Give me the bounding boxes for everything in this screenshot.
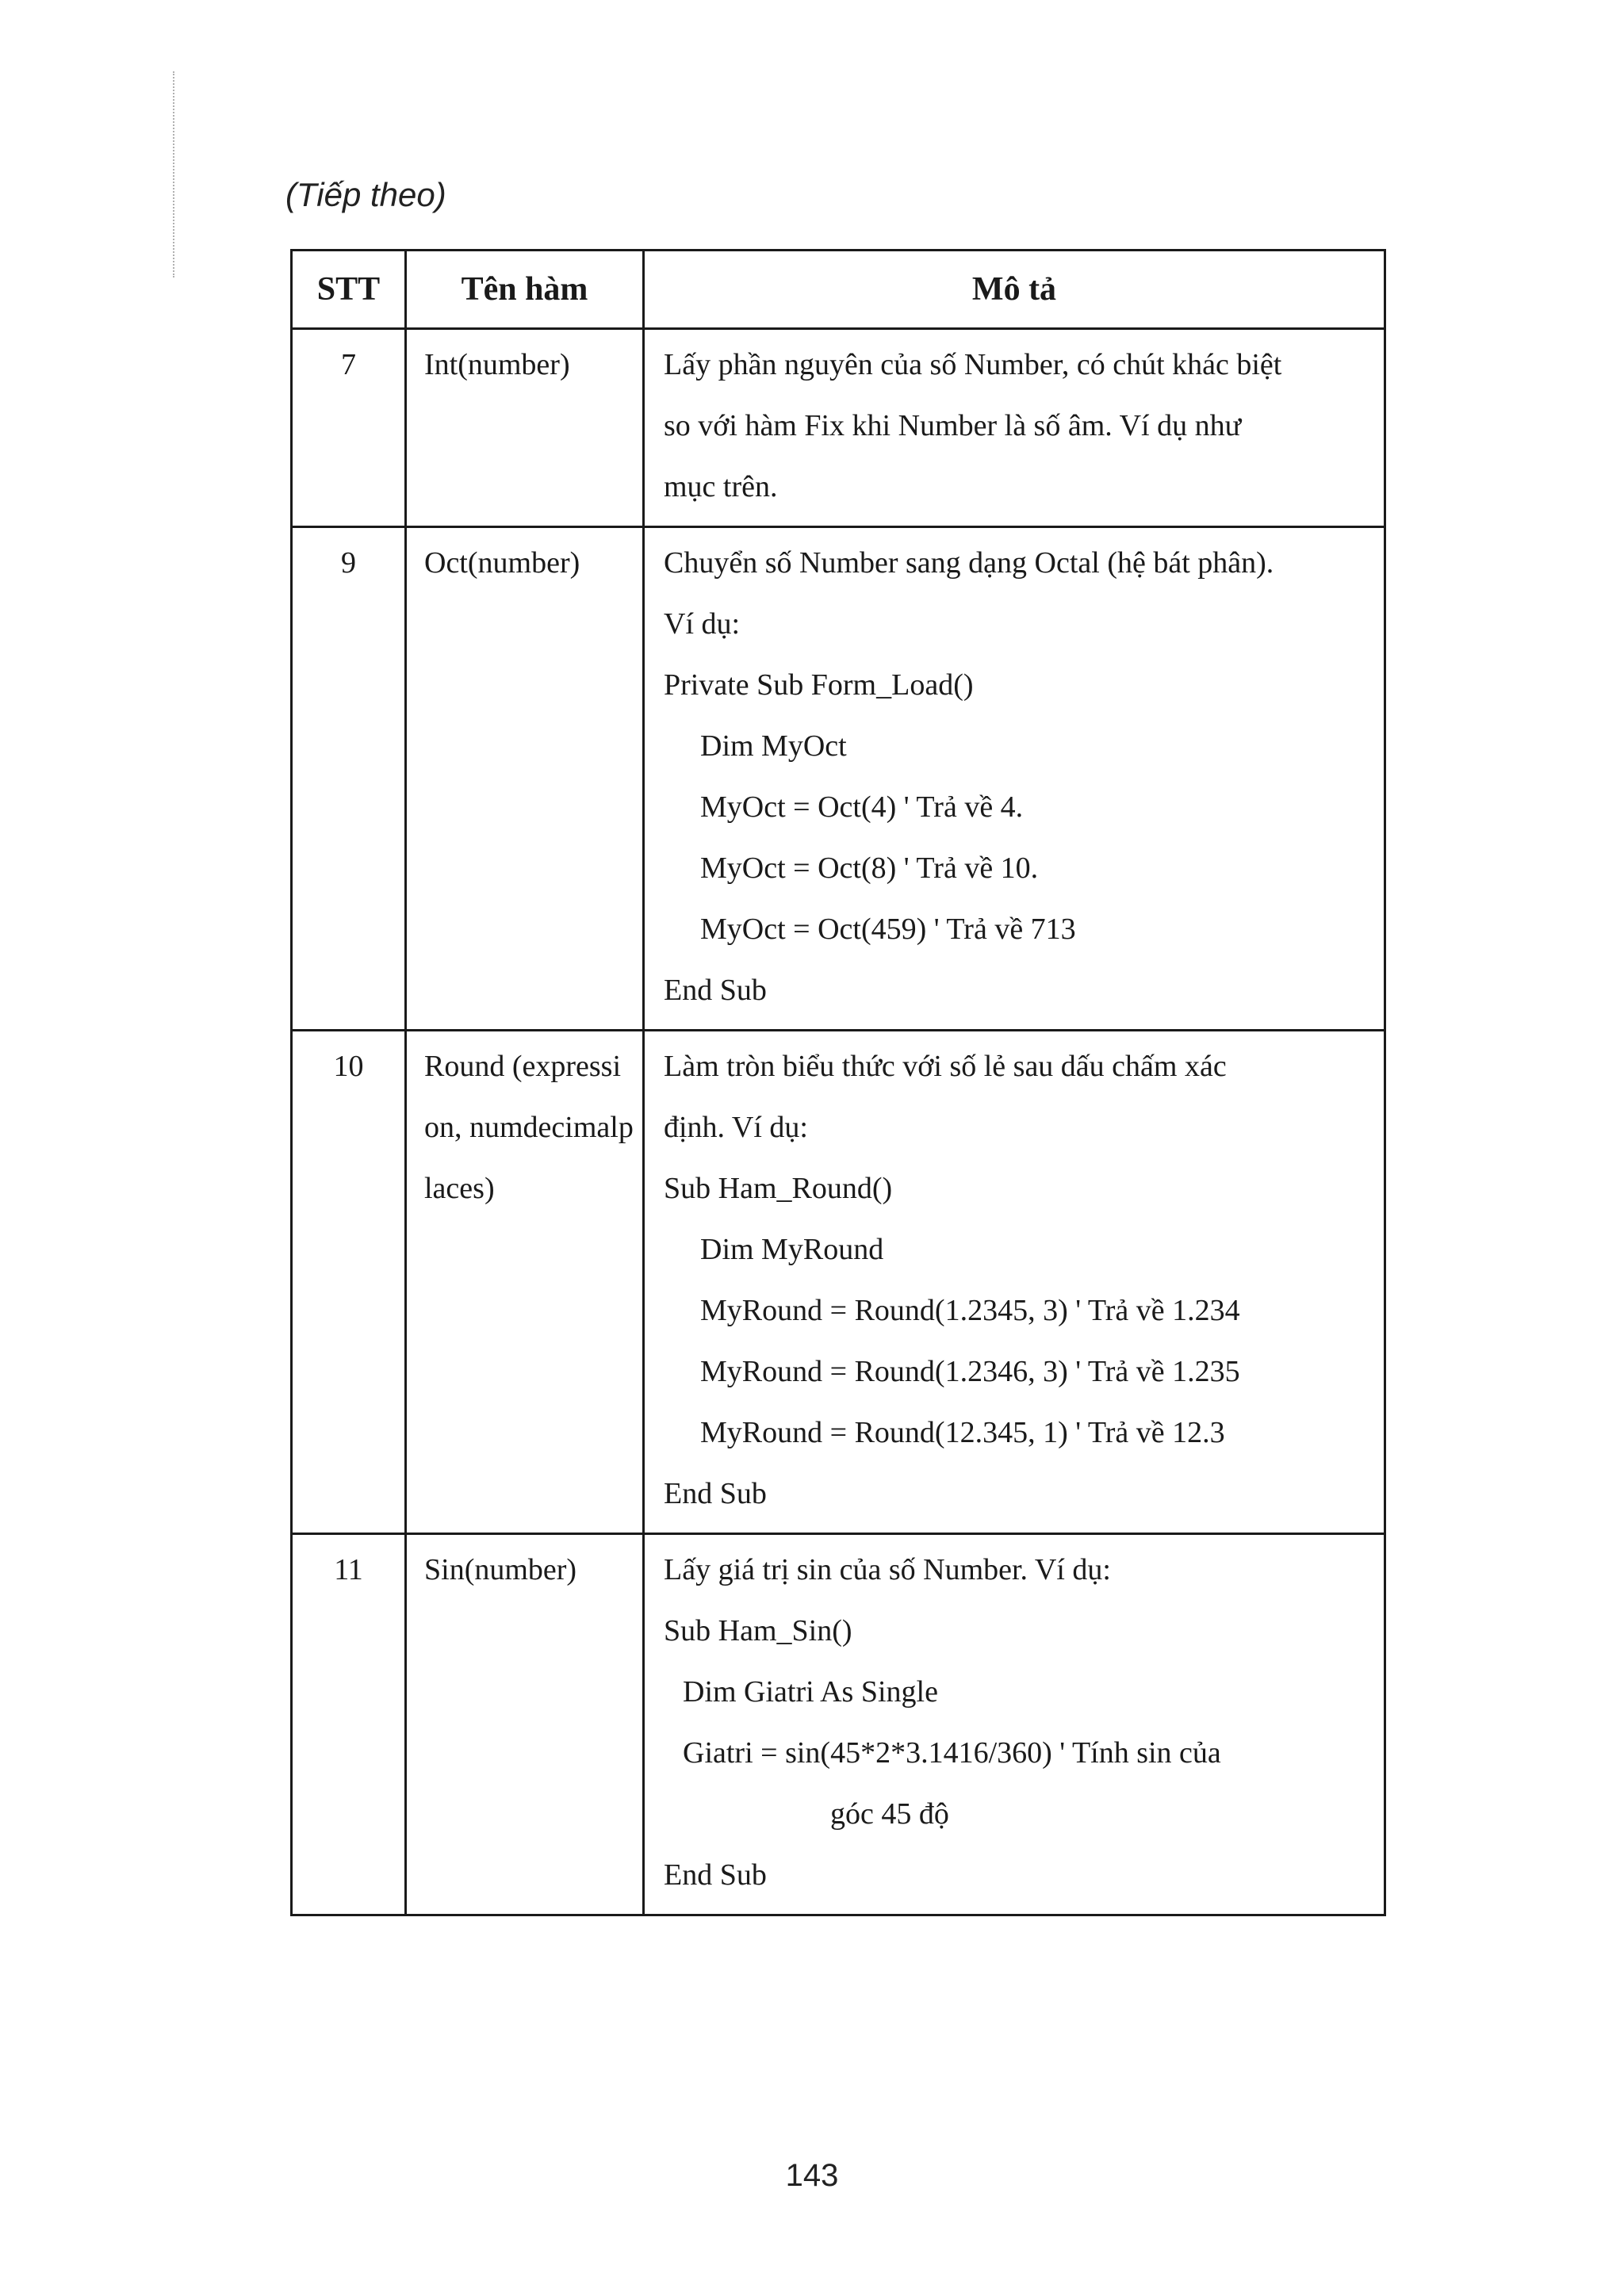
row-stt: 9 xyxy=(292,527,406,1031)
row-description xyxy=(644,527,1385,1031)
page-number: 143 xyxy=(785,2158,839,2193)
continued-label: (Tiếp theo) xyxy=(285,176,446,213)
description-line: so với hàm Fix khi Number là số âm. Ví dụ như xyxy=(664,409,1242,442)
code-line: MyOct = Oct(459) ' Trả về 713 xyxy=(700,913,1076,946)
row-stt: 7 xyxy=(292,329,406,527)
code-line: Dim MyRound xyxy=(700,1233,884,1266)
table-row xyxy=(292,527,1385,1031)
description-line: Chuyển số Number sang dạng Octal (hệ bát phân). xyxy=(664,546,1274,580)
description-line: định. Ví dụ: xyxy=(664,1111,808,1144)
scan-edge-marks xyxy=(173,71,176,277)
description-line: Ví dụ: xyxy=(664,607,741,641)
header-function-name: Tên hàm xyxy=(406,251,644,329)
row-description xyxy=(644,1031,1385,1534)
code-line: End Sub xyxy=(664,1477,767,1510)
row-function-name: Oct(number) xyxy=(406,527,644,1031)
code-line: Giatri = sin(45*2*3.1416/360) ' Tính sin của xyxy=(683,1736,1221,1770)
code-line: Dim MyOct xyxy=(700,729,847,763)
code-line: Sub Ham_Sin() xyxy=(664,1614,852,1647)
table-row xyxy=(292,1534,1385,1915)
row-stt: 11 xyxy=(292,1534,406,1915)
code-line: MyOct = Oct(8) ' Trả về 10. xyxy=(700,851,1039,885)
description-line: Lấy phần nguyên của số Number, có chút khác biệt xyxy=(664,348,1282,381)
row-function-name: Sin(number) xyxy=(406,1534,644,1915)
code-line: MyRound = Round(12.345, 1) ' Trả về 12.3 xyxy=(700,1416,1225,1449)
code-line: MyOct = Oct(4) ' Trả về 4. xyxy=(700,790,1024,824)
code-line: Dim Giatri As Single xyxy=(683,1675,938,1709)
table-header-row xyxy=(292,251,1385,329)
function-table xyxy=(290,249,1386,1916)
header-stt: STT xyxy=(292,251,406,329)
row-stt: 10 xyxy=(292,1031,406,1534)
table-row xyxy=(292,329,1385,527)
code-line: góc 45 độ xyxy=(830,1797,949,1831)
table-row xyxy=(292,1031,1385,1534)
code-line: End Sub xyxy=(664,1858,767,1892)
code-line: MyRound = Round(1.2345, 3) ' Trả về 1.234 xyxy=(700,1294,1240,1327)
row-description xyxy=(644,329,1385,527)
code-line: Sub Ham_Round() xyxy=(664,1172,893,1205)
code-line: Private Sub Form_Load() xyxy=(664,668,974,702)
row-description xyxy=(644,1534,1385,1915)
code-line: MyRound = Round(1.2346, 3) ' Trả về 1.235 xyxy=(700,1355,1240,1388)
header-description: Mô tả xyxy=(644,251,1385,329)
description-line: mục trên. xyxy=(664,470,778,503)
row-function-name: Int(number) xyxy=(406,329,644,527)
row-function-name: Round (expression, numdecimalplaces) xyxy=(406,1031,644,1534)
code-line: End Sub xyxy=(664,974,767,1007)
description-line: Làm tròn biểu thức với số lẻ sau dấu chấm xác xyxy=(664,1050,1227,1083)
description-line: Lấy giá trị sin của số Number. Ví dụ: xyxy=(664,1553,1111,1586)
